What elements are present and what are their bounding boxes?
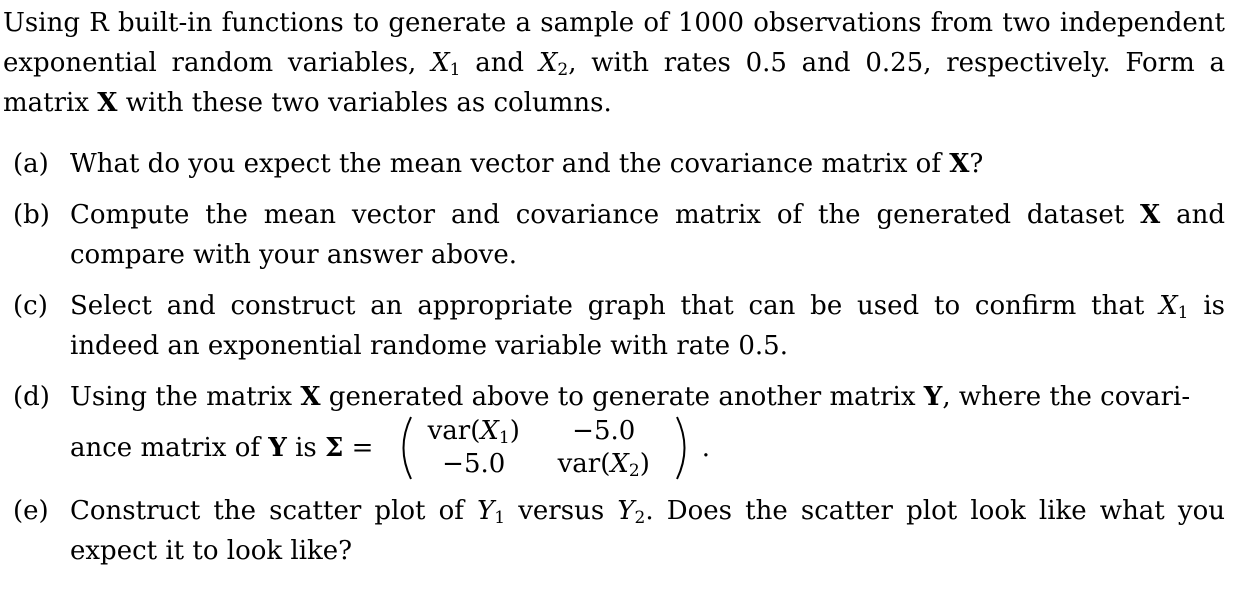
matrix-entry-12: −5.0 [572,416,636,446]
question-c-label: (c) [13,291,48,321]
question-b-text-2: and compare with your answer above. [70,200,1226,270]
period: . [701,433,711,463]
matrix-entries [414,415,674,481]
question-d-line-1: Using the matrix X generated above to generate another matrix Y, where the covari- [70,382,1191,412]
intro-text-1: Using R built-in functions to generate a sample of 1000 observations from two independent exponential random variables, [3,8,1225,78]
matrix-entry-11: $var(X_1)$ [427,416,520,448]
question-b [3,195,1225,275]
right-paren [674,415,696,481]
intro-text-3: , with rates 0.5 and 0.25, respectively. Form a matrix [3,48,1226,118]
problem-intro [3,0,1225,123]
problem-document [3,0,1225,571]
question-c [3,286,1225,366]
question-a [3,144,1225,184]
intro-text-2: and [460,48,539,78]
covariance-matrix [392,415,710,481]
matrix-y-symbol: Y [923,382,943,412]
matrix-x-symbol: X [1140,200,1161,230]
matrix-y-symbol: Y [268,433,287,463]
matrix-x-symbol: X [300,382,321,412]
question-a-text-2: ? [969,149,984,179]
equals-sign: = [343,433,382,463]
question-b-label: (b) [13,200,50,230]
var-x1: $X_1$ [431,48,461,80]
left-paren [392,415,414,481]
var-x1: $X_1$ [1159,291,1189,323]
question-e-text-2: versus [505,496,618,526]
matrix-entry-22: $var(X_2)$ [557,449,650,481]
question-b-text-1: Compute the mean vector and covariance matrix of the generated dataset [70,200,1141,230]
matrix-entry-21: −5.0 [442,449,506,479]
matrix-x-symbol: X [97,88,118,118]
matrix-x-symbol: X [949,149,970,179]
question-a-text-1: What do you expect the mean vector and the covariance matrix of [70,149,950,179]
question-d-label: (d) [13,382,50,412]
question-e-text-3: . Does the scatter plot look like what you expect it to look like? [70,496,1225,566]
var-y2: $Y_2$ [617,496,646,528]
question-e [3,491,1225,571]
sigma-symbol: Σ [325,433,344,463]
intro-text-4: with these two variables as columns. [117,88,612,118]
question-e-text-1: Construct the scatter plot of [70,496,478,526]
question-d [3,377,1225,483]
question-a-label: (a) [13,149,49,179]
var-x2: $X_2$ [538,48,569,80]
question-d-line-2: ance matrix of Y is Σ = $var(X_1)$ −5.0 −5.0 $var(X_2)$ . [70,416,711,481]
question-c-text-2: is indeed an exponential randome variable with rate 0.5. [70,291,1225,361]
question-e-label: (e) [13,496,49,526]
question-c-text-1: Select and construct an appropriate graph that can be used to confirm that [70,291,1160,321]
var-y1: $Y_1$ [477,496,506,528]
